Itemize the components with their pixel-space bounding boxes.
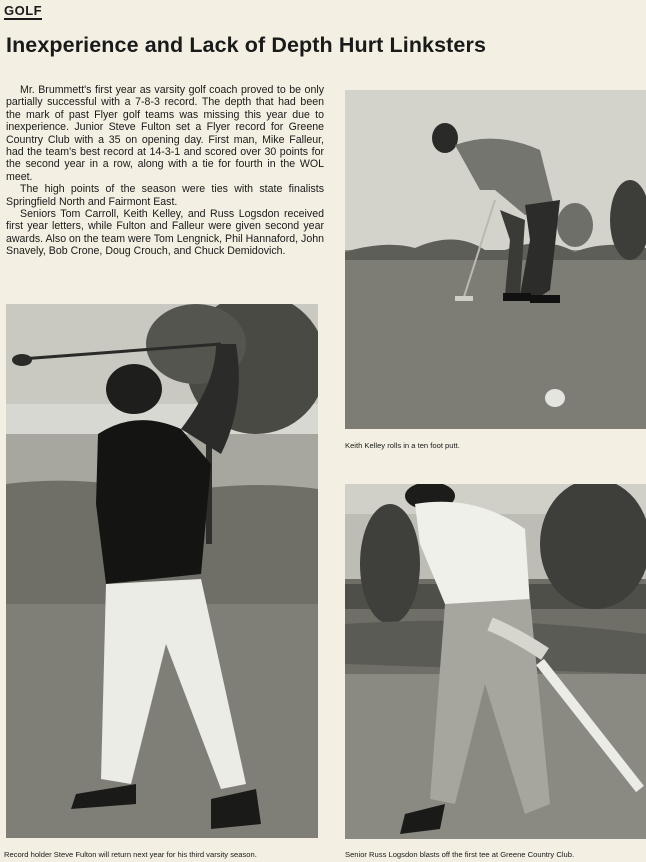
- article-paragraph: The high points of the season were ties with state finalists Springfield North and Fairmont East.: [6, 183, 324, 208]
- photo-backswing-image: [6, 304, 318, 838]
- article-paragraph: Mr. Brummett's first year as varsity golf coach proved to be only partially successful with a 7-8-3 record. The depth that had been the mark of past Flyer golf teams was missing this year due to inexperience. Junior Steve Fulton set a Flyer record for Greene Country Club with a 35 on opening day. First man, Mike Falleur, had the team's best record at 14-3-1 and scored over 30 points for the second year in a row, along with a tie for fourth in the WOL meet.: [6, 84, 324, 183]
- photo-teeshot-image: [345, 484, 646, 839]
- page-headline: Inexperience and Lack of Depth Hurt Linksters: [6, 33, 487, 57]
- section-label: GOLF: [4, 3, 43, 18]
- caption-teeshot: Senior Russ Logsdon blasts off the first tee at Greene Country Club.: [345, 850, 575, 859]
- caption-putting: Keith Kelley rolls in a ten foot putt.: [345, 441, 460, 450]
- photo-backswing: [6, 304, 318, 838]
- article-body: [6, 84, 324, 258]
- photo-putting: [345, 90, 646, 429]
- article-paragraph: Seniors Tom Carroll, Keith Kelley, and Russ Logsdon received first year letters, while Fulton and Falleur were given second year awards. Also on the team were Tom Lengnick, Phil Hannaford, John Snavely, Bob Crone, Doug Crouch, and Chuck Demidovich.: [6, 208, 324, 258]
- photo-teeshot: [345, 484, 646, 839]
- photo-putting-image: [345, 90, 646, 429]
- caption-backswing: Record holder Steve Fulton will return next year for his third varsity season.: [4, 850, 257, 859]
